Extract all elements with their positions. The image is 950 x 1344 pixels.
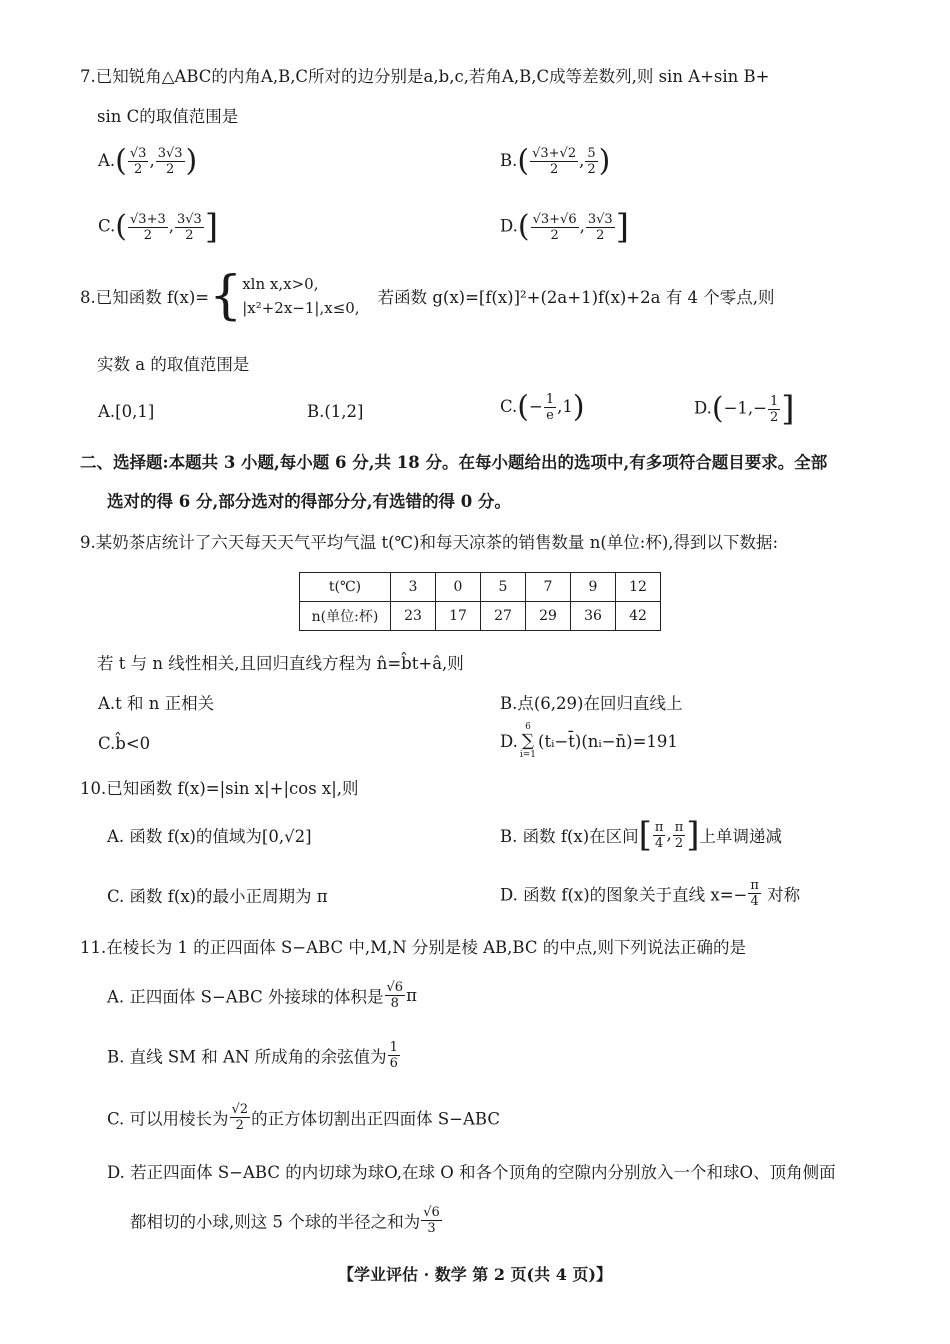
q10-option-a: A. 函数 f(x)的值域为[0,√2] [107,827,312,846]
q10-option-c: C. 函数 f(x)的最小正周期为 π [107,887,328,906]
q11-option-d-line2: 都相切的小球,则这 5 个球的半径之和为 $\frac{√6}{3}$ [130,1205,440,1236]
q11-option-b: B. 直线 SM 和 AN 所成角的余弦值为 $\frac{1}{6}$ [107,1040,398,1071]
q11-option-c: C. 可以用棱长为 $\frac{√2}{2}$ 的正方体切割出正四面体 S−ABC [107,1102,500,1133]
section2-heading-line1: 二、选择题:本题共 3 小题,每小题 6 分,共 18 分。在每小题给出的选项中,有多项符合题目要求。全部 [80,453,828,472]
q7-option-b: B.( $\frac{√3+√2}{2}$ , $\frac{5}{2}$ ) [500,143,611,179]
q8-piece-2: |x²+2x−1|,x≤0, [242,299,360,317]
table-row [300,573,661,602]
table-cell: 29 [526,602,571,631]
table-cell: 9 [571,573,616,602]
q8-stem-line2: 实数 a 的取值范围是 [97,355,250,374]
table-cell: 27 [481,602,526,631]
q9-stem: 9.某奶茶店统计了六天每天天气平均气温 t(℃)和每天凉茶的销售数量 n(单位:杯),得到以下数据: [80,533,779,552]
q10-stem: 10.已知函数 f(x)=|sin x|+|cos x|,则 [80,779,359,798]
q7-stem-line1: 7.已知锐角△ABC的内角A,B,C所对的边分别是a,b,c,若角A,B,C成等差数列,则 sin A+sin B+ [80,67,770,86]
table-row [300,602,661,631]
q7-option-a: A.( $\frac{√3}{2}$ , $\frac{3√3}{2}$ ) [98,143,198,179]
q9-condition: 若 t 与 n 线性相关,且回归直线方程为 n̂=b̂t+â,则 [97,654,464,673]
section2-heading-line2: 选对的得 6 分,部分选对的得部分分,有选错的得 0 分。 [107,492,511,511]
q9-option-c: C.b̂<0 [98,734,151,753]
q8-option-b: B.(1,2] [307,402,364,421]
q9-data-table [299,572,661,631]
table-cell: 36 [571,602,616,631]
table-cell: 3 [391,573,436,602]
sigma-symbol: ∑ [521,731,535,751]
table-cell: 7 [526,573,571,602]
q8-stem: 8.已知函数 f(x)={ xln x,x>0, |x²+2x−1|,x≤0, 若函数 g(x)=[f(x)]²+(2a+1)f(x)+2a 有 4 个零点,则 [80,266,775,326]
q8-option-d: D.(−1,− $\frac{1}{2}$ ] [694,389,795,429]
table-cell: 23 [391,602,436,631]
q10-option-d: D. 函数 f(x)的图象关于直线 x=− $\frac{\pi}{4}$ 对称 [500,878,801,909]
table-cell: 0 [436,573,481,602]
q11-stem: 11.在棱长为 1 的正四面体 S−ABC 中,M,N 分别是棱 AB,BC 的中点,则下列说法正确的是 [80,938,746,957]
table-cell: 12 [616,573,661,602]
q7-option-d: D.( $\frac{√3+√6}{2}$ , $\frac{3√3}{2}$ ] [500,207,629,247]
q8-option-a: A.[0,1] [98,402,155,421]
table-cell: t(℃) [300,573,391,602]
q10-option-b: B. 函数 f(x)在区间[ $\frac{\pi}{4}$ , $\frac{\pi}{2}$ ]上单调递减 [500,815,783,855]
q9-option-d: D. 6 ∑ i=1 (tᵢ−t̄)(nᵢ−n̄)=191 [500,722,678,760]
page-footer: 【学业评估 · 数学 第 2 页(共 4 页)】 [338,1265,612,1284]
q9-option-a: A.t 和 n 正相关 [98,694,215,713]
q11-option-a: A. 正四面体 S−ABC 外接球的体积是 $\frac{√6}{8}$ π [107,980,417,1011]
q8-option-c: C.(− $\frac{1}{e}$ ,1) [500,389,585,425]
table-cell: n(单位:杯) [300,602,391,631]
table-cell: 42 [616,602,661,631]
q7-option-c: C.( $\frac{√3+3}{2}$ , $\frac{3√3}{2}$ ] [98,207,219,247]
table-cell: 17 [436,602,481,631]
q7-stem-line2: sin C的取值范围是 [97,107,239,126]
q11-option-d-line1: D. 若正四面体 S−ABC 的内切球为球O,在球 O 和各个顶角的空隙内分别放入一个和球O、顶角侧面 [107,1163,836,1182]
table-cell: 5 [481,573,526,602]
q8-piece-1: xln x,x>0, [242,275,319,293]
q9-option-b: B.点(6,29)在回归直线上 [500,694,683,713]
